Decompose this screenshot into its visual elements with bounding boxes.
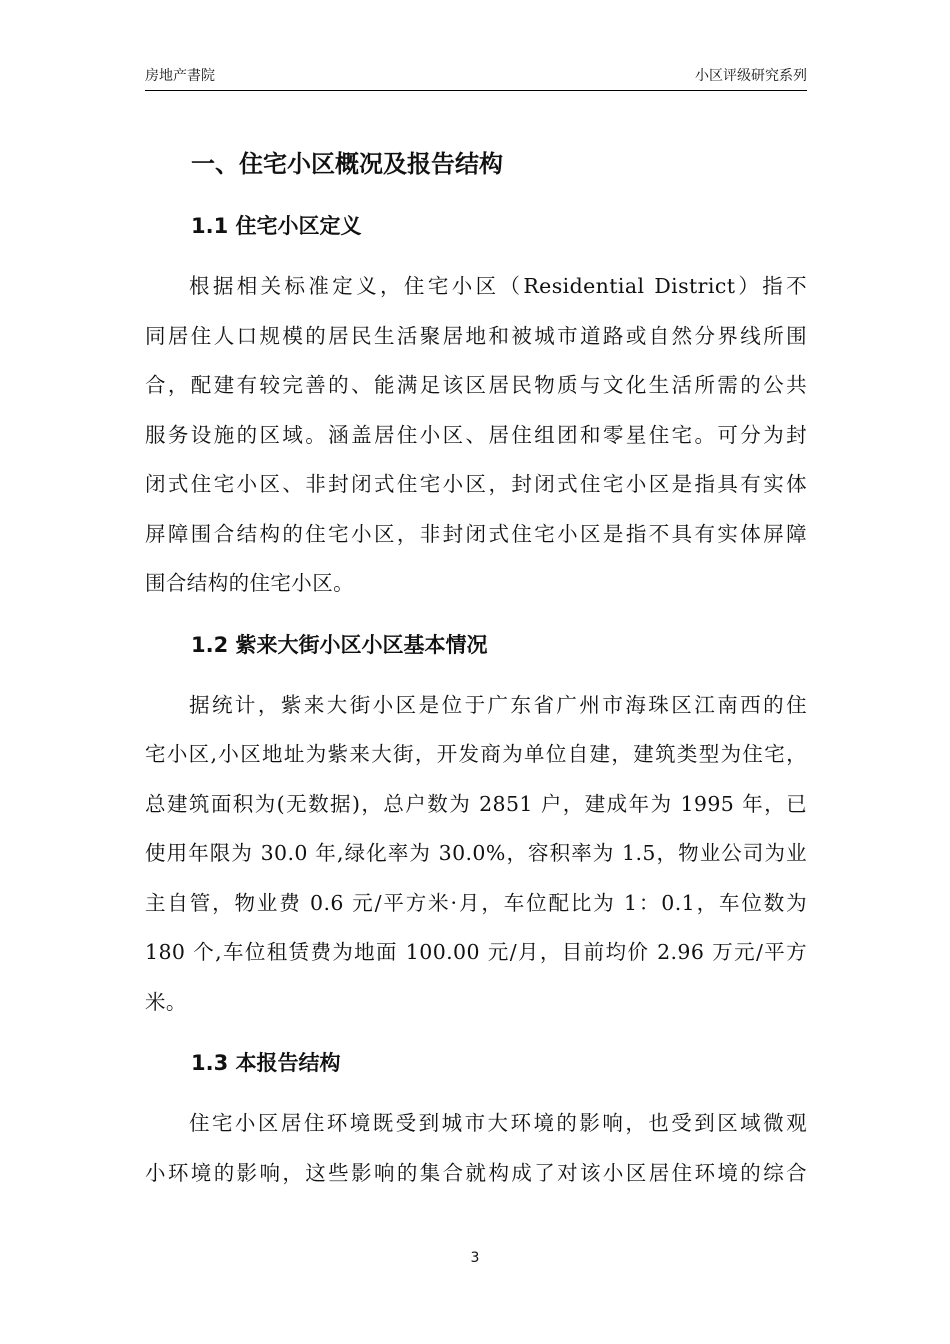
paragraph-line: 使用年限为 30.0 年,绿化率为 30.0%，容积率为 1.5，物业公司为业 — [145, 841, 807, 865]
paragraph-line: 围合结构的住宅小区。 — [145, 571, 354, 595]
paragraph-line: 住宅小区居住环境既受到城市大环境的影响，也受到区域微观 — [189, 1111, 807, 1135]
subsection-title-1-3: 1.3 本报告结构 — [191, 1051, 341, 1075]
paragraph-definition — [145, 262, 807, 609]
paragraph-line: 总建筑面积为(无数据)，总户数为 2851 户，建成年为 1995 年，已 — [145, 791, 807, 816]
paragraph-basic-info — [145, 681, 807, 1028]
paragraph-line: 主自管，物业费 0.6 元/平方米·月，车位配比为 1：0.1，车位数为 — [145, 890, 807, 915]
header-series-title: 小区评级研究系列 — [695, 68, 807, 84]
paragraph-line: 屏障围合结构的住宅小区，非封闭式住宅小区是指不具有实体屏障 — [145, 521, 807, 546]
paragraph-line: 根据相关标准定义，住宅小区（Residential District）指不 — [189, 274, 807, 298]
paragraph-line: 合，配建有较完善的、能满足该区居民物质与文化生活所需的公共 — [145, 373, 807, 397]
paragraph-line: 同居住人口规模的居民生活聚居地和被城市道路或自然分界线所围 — [145, 323, 807, 348]
paragraph-line: 据统计，紫来大街小区是位于广东省广州市海珠区江南西的住 — [189, 692, 807, 717]
paragraph-line: 180 个,车位租赁费为地面 100.00 元/月，目前均价 2.96 万元/平方 — [145, 940, 807, 964]
paragraph-line: 闭式住宅小区、非封闭式住宅小区，封闭式住宅小区是指具有实体 — [145, 472, 807, 496]
section-title: 一、住宅小区概况及报告结构 — [191, 150, 503, 178]
paragraph-line: 小环境的影响，这些影响的集合就构成了对该小区居住环境的综合 — [145, 1160, 807, 1185]
paragraph-report-structure — [145, 1099, 807, 1198]
header-publisher: 房地产書院 — [145, 68, 215, 84]
page-number: 3 — [470, 1250, 480, 1266]
subsection-title-1-2: 1.2 紫来大街小区小区基本情况 — [191, 632, 488, 657]
document-body — [145, 138, 807, 1210]
paragraph-line: 服务设施的区域。涵盖居住小区、居住组团和零星住宅。可分为封 — [145, 422, 807, 447]
paragraph-line: 米。 — [145, 989, 187, 1014]
paragraph-line: 宅小区,小区地址为紫来大街，开发商为单位自建，建筑类型为住宅， — [145, 742, 807, 766]
subsection-title-1-1: 1.1 住宅小区定义 — [191, 214, 362, 238]
page-header — [145, 66, 807, 91]
